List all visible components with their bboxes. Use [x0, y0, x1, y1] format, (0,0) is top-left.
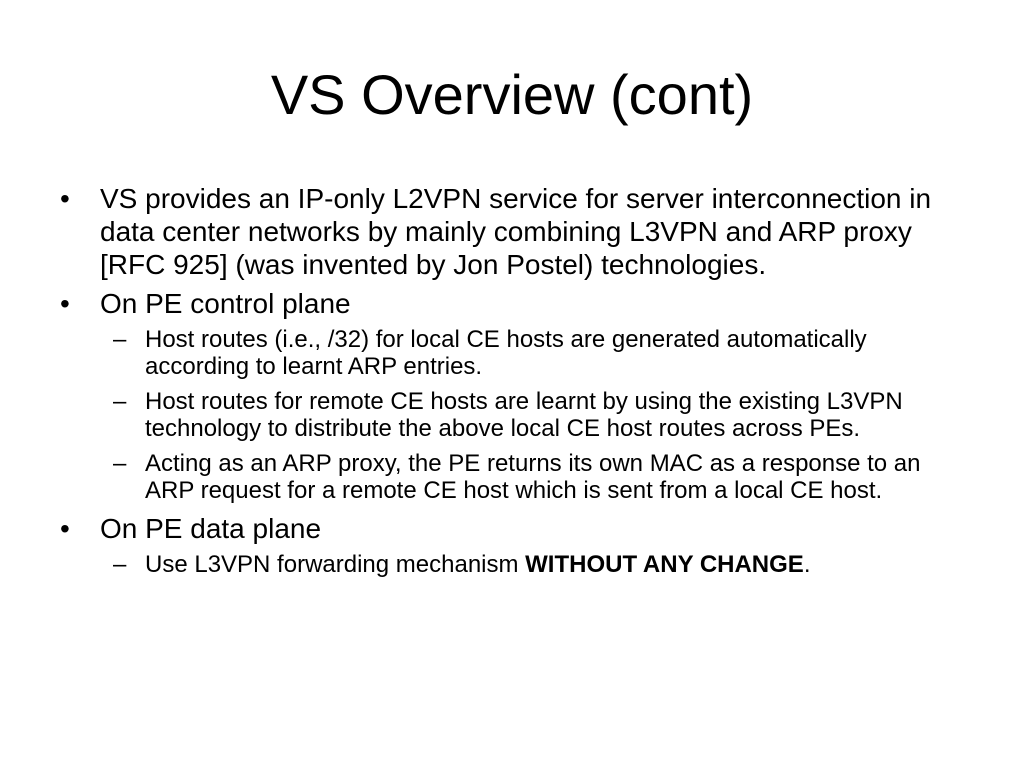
sub-bullet-text: Host routes for remote CE hosts are learnt by using the existing L3VPN technology to distribute the above local CE host routes across PEs. [145, 388, 903, 442]
bullet-text: On PE data plane [100, 513, 322, 544]
bullet-mark: • [60, 513, 70, 544]
sub-bullet-item [55, 326, 960, 380]
sub-bullet-item [55, 551, 960, 578]
bullet-item [55, 512, 960, 545]
sub-bullet-text-emphasis: WITHOUT ANY CHANGE [525, 551, 804, 578]
slide-content [55, 182, 960, 586]
bullet-item [55, 287, 960, 320]
bullet-item [55, 182, 960, 281]
bullet-text: On PE control plane [100, 288, 351, 319]
sub-bullet-mark: – [113, 551, 127, 578]
sub-bullet-mark: – [113, 326, 127, 353]
sub-bullet-mark: – [113, 388, 127, 415]
slide-title: VS Overview (cont) [270, 63, 754, 126]
sub-bullet-mark: – [113, 450, 127, 477]
bullet-mark: • [60, 288, 70, 319]
bullet-mark: • [60, 183, 70, 214]
sub-bullet-text-prefix: Use L3VPN forwarding mechanism [145, 551, 526, 578]
sub-bullet-text-suffix: . [803, 551, 811, 578]
sub-bullet-text: Host routes (i.e., /32) for local CE hosts are generated automatically according to learnt ARP entries. [145, 326, 867, 380]
sub-bullet-text: Acting as an ARP proxy, the PE returns its own MAC as a response to an ARP request for a remote CE host which is sent from a local CE host. [145, 450, 921, 504]
bullet-text: VS provides an IP-only L2VPN service for server interconnection in data center networks by mainly combining L3VPN and ARP proxy [RFC 925] (was invented by Jon Postel) technologies. [100, 183, 932, 280]
sub-bullet-item [55, 450, 960, 504]
sub-bullet-item [55, 388, 960, 442]
